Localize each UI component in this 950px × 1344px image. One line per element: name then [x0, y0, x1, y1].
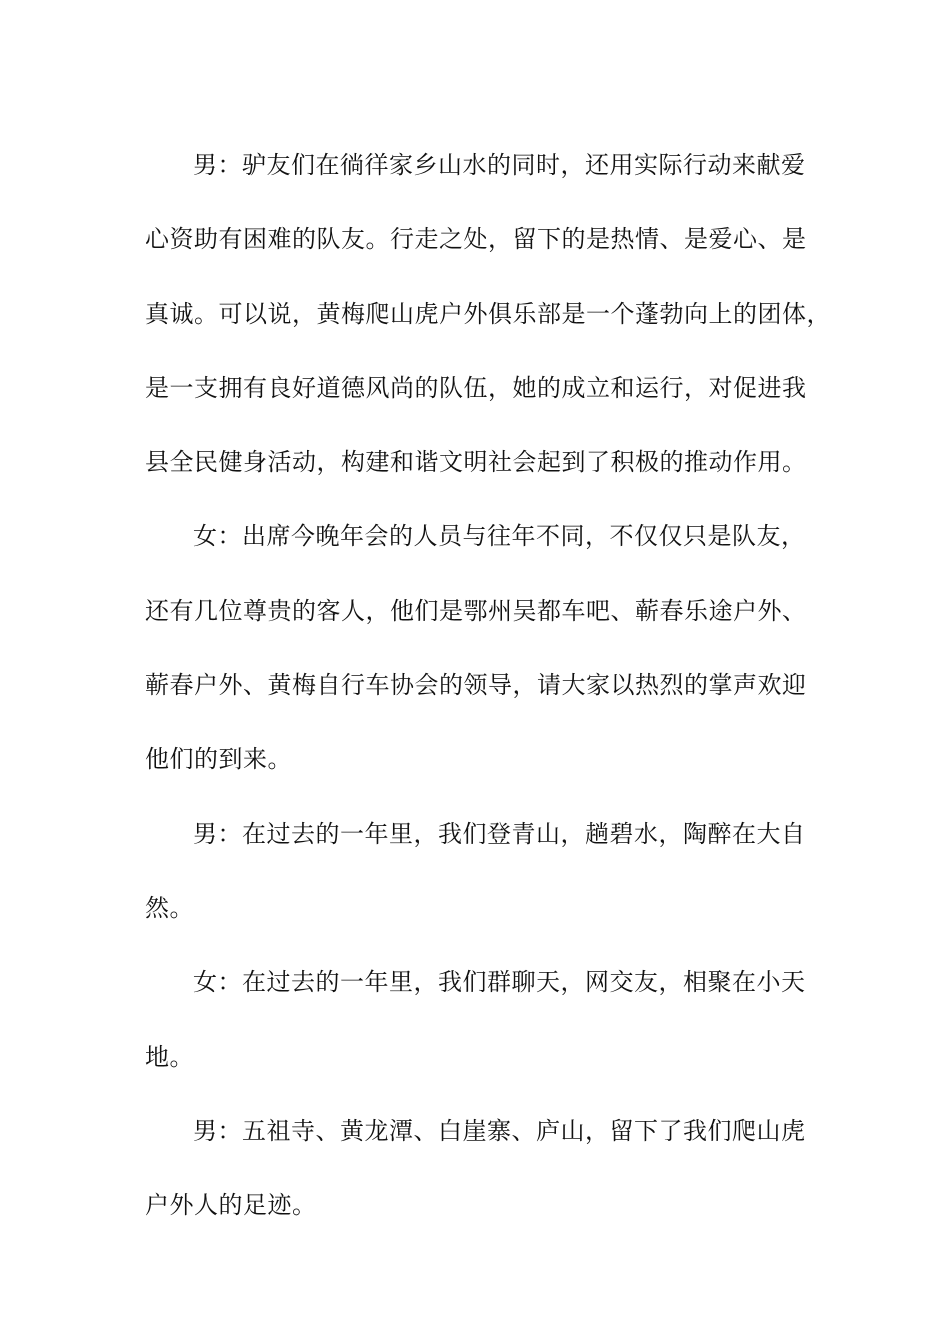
text-line: 心资助有困难的队友。行走之处，留下的是热情、是爱心、是 [145, 225, 807, 254]
text-line: 蕲春户外、黄梅自行车协会的领导，请大家以热烈的掌声欢迎 [145, 671, 807, 700]
text-line: 男：五祖寺、黄龙潭、白崖寨、庐山，留下了我们爬山虎 [193, 1116, 806, 1145]
text-line: 户外人的足迹。 [145, 1191, 317, 1220]
text-line: 真诚。可以说，黄梅爬山虎户外俱乐部是一个蓬勃向上的团体， [145, 299, 831, 328]
text-line: 男：驴友们在徜徉家乡山水的同时，还用实际行动来献爱 [193, 151, 806, 179]
text-line: 地。 [145, 1042, 194, 1071]
text-line: 女：出席今晚年会的人员与往年不同，不仅仅只是队友， [193, 522, 806, 551]
text-line: 男：在过去的一年里，我们登青山，趟碧水，陶醉在大自 [193, 819, 806, 848]
text-line: 他们的到来。 [145, 745, 292, 774]
text-line: 是一支拥有良好道德风尚的队伍，她的成立和运行，对促进我 [145, 373, 807, 402]
text-line: 然。 [145, 893, 194, 922]
text-line: 县全民健身活动，构建和谐文明社会起到了积极的推动作用。 [145, 448, 807, 477]
text-line: 女：在过去的一年里，我们群聊天，网交友，相聚在小天 [193, 968, 806, 997]
document-body [145, 128, 831, 1242]
text-line: 还有几位尊贵的客人，他们是鄂州吴都车吧、蕲春乐途户外、 [145, 596, 807, 625]
